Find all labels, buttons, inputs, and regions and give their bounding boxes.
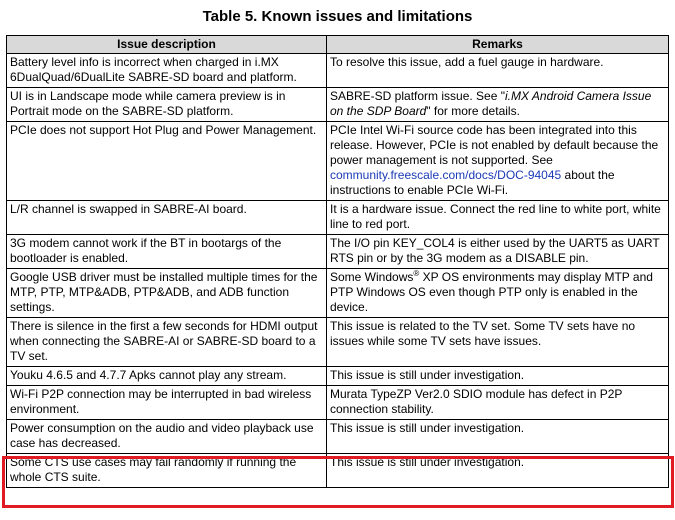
community-doc-link[interactable]: community.freescale.com/docs/DOC-94045 (330, 168, 562, 182)
table-row (7, 235, 669, 269)
remarks-cell: This issue is still under investigation. (327, 420, 669, 454)
remarks-cell (327, 122, 669, 201)
table-title: Table 5. Known issues and limitations (202, 8, 473, 25)
remarks-text: about the instructions to enable PCIe Wi-Fi. (330, 168, 615, 197)
issue-cell: L/R channel is swapped in SABRE-AI board. (7, 201, 327, 235)
issue-cell: 3G modem cannot work if the BT in bootargs of the bootloader is enabled. (7, 235, 327, 269)
table-row (7, 269, 669, 318)
issue-cell: Power consumption on the audio and video playback use case has decreased. (7, 420, 327, 454)
issue-cell: Google USB driver must be installed multiple times for the MTP, PTP, MTP&ADB, PTP&ADB, and ADB function settings. (7, 269, 327, 318)
issue-cell: PCIe does not support Hot Plug and Power Management. (7, 122, 327, 201)
registered-mark: ® (413, 269, 420, 278)
issue-cell: Some CTS use cases may fail randomly if running the whole CTS suite. (7, 454, 327, 488)
table-row (7, 201, 669, 235)
table-row (7, 88, 669, 122)
remarks-text: " for more details. (426, 104, 520, 118)
table-row (7, 54, 669, 88)
remarks-text: PCIe Intel Wi-Fi source code has been integrated into this release. However, PCIe is not enabled by default because the power management is not supported. See (330, 123, 659, 167)
remarks-text: XP OS environments may display MTP and PTP Windows OS even though PTP only is enabled in the device. (330, 270, 653, 314)
table-row (7, 318, 669, 367)
table-header-row (7, 36, 669, 54)
table-row (7, 386, 669, 420)
remarks-cell: This issue is related to the TV set. Some TV sets have no issues while some TV sets have issues. (327, 318, 669, 367)
table-row-highlighted (7, 454, 669, 488)
known-issues-table (6, 35, 669, 488)
remarks-text: Some Windows (330, 270, 414, 284)
issue-cell: Wi-Fi P2P connection may be interrupted in bad wireless environment. (7, 386, 327, 420)
issue-cell: Battery level info is incorrect when charged in i.MX 6DualQuad/6DualLite SABRE-SD board and platform. (7, 54, 327, 88)
issue-cell: Youku 4.6.5 and 4.7.7 Apks cannot play any stream. (7, 367, 327, 386)
remarks-text: SABRE-SD platform issue. See " (330, 89, 505, 103)
remarks-cell (327, 88, 669, 122)
issue-cell: UI is in Landscape mode while camera preview is in Portrait mode on the SABRE-SD platform. (7, 88, 327, 122)
header-issue-description: Issue description (7, 36, 327, 54)
remarks-cell: The I/O pin KEY_COL4 is either used by the UART5 as UART RTS pin or by the 3G modem as a DISABLE pin. (327, 235, 669, 269)
table-row (7, 420, 669, 454)
remarks-cell: To resolve this issue, add a fuel gauge in hardware. (327, 54, 669, 88)
table-row (7, 122, 669, 201)
remarks-cell: Murata TypeZP Ver2.0 SDIO module has defect in P2P connection stability. (327, 386, 669, 420)
issue-cell: There is silence in the first a few seconds for HDMI output when connecting the SABRE-AI or SABRE-SD board to a TV set. (7, 318, 327, 367)
remarks-cell: This issue is still under investigation. (327, 454, 669, 488)
table-row (7, 367, 669, 386)
remarks-cell (327, 269, 669, 318)
remarks-cell: This issue is still under investigation. (327, 367, 669, 386)
document-reference-title: i.MX Android Camera Issue on the SDP Board (330, 89, 652, 118)
header-remarks: Remarks (327, 36, 669, 54)
remarks-cell: It is a hardware issue. Connect the red line to white port, white line to red port. (327, 201, 669, 235)
